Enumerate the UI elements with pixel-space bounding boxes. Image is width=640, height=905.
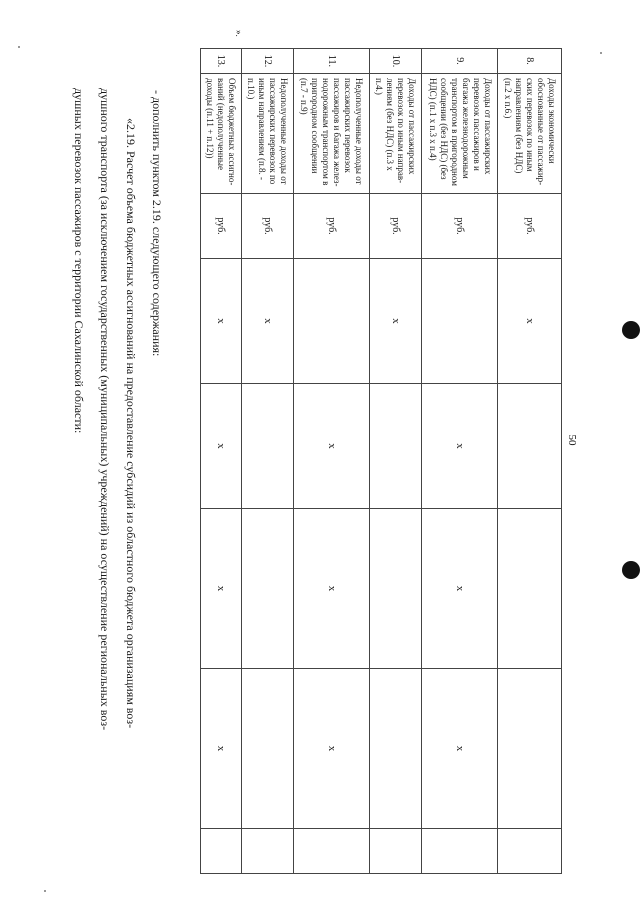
table-cell — [241, 829, 293, 874]
table-cell: x — [201, 509, 242, 669]
table-cell: x — [241, 259, 293, 384]
table-cell — [497, 384, 561, 509]
row-description: Доходы от пассажирских перевозок пассажиров и багажа железнодорожным транспортом в пригородном сообщении (без НДС) (без НДС) (п.1 х п.3 х п.4) — [422, 74, 498, 194]
page-number: 50 — [566, 434, 578, 446]
corner-mark: ». — [234, 30, 244, 37]
text-line: - дополнить пунктом 2.19. следующего содержания: — [150, 90, 164, 357]
row-description: Объем бюджетных ассигно-ваний (недополученные доходы (п.11 + п.12)) — [201, 74, 242, 194]
table-cell — [241, 509, 293, 669]
table-cell — [369, 384, 421, 509]
calculation-table — [200, 48, 562, 874]
table-row — [422, 49, 498, 874]
table-cell: x — [201, 669, 242, 829]
scan-speck — [18, 46, 20, 48]
table-cell — [369, 829, 421, 874]
table-cell — [201, 829, 242, 874]
table-cell — [497, 669, 561, 829]
table-cell: x — [293, 509, 369, 669]
table-cell: x — [497, 259, 561, 384]
table-row — [497, 49, 561, 874]
table-row — [369, 49, 421, 874]
table-cell — [241, 669, 293, 829]
row-number: 12. — [241, 49, 293, 74]
table-cell: x — [293, 384, 369, 509]
table-row — [241, 49, 293, 874]
row-unit: руб. — [369, 194, 421, 259]
table-cell: x — [422, 669, 498, 829]
row-number: 9. — [422, 49, 498, 74]
text-line: душных перевозок пассажиров с территории Сахалинской области: — [72, 88, 86, 434]
table-cell — [369, 509, 421, 669]
row-number: 10. — [369, 49, 421, 74]
table-cell — [497, 509, 561, 669]
table-cell: x — [201, 259, 242, 384]
row-number: 11. — [293, 49, 369, 74]
row-number: 13. — [201, 49, 242, 74]
row-description: Недополученные доходы от пассажирских перевозок пассажиров и багажа желез-нодорожным транспортом в пригородном сообщении (п.7 - п.9) — [293, 74, 369, 194]
table-cell — [293, 829, 369, 874]
table-row — [293, 49, 369, 874]
table-row — [201, 49, 242, 874]
text-line: душного транспорта (за исключением государственных (муниципальных) учреждений) на осуществление региональных воз- — [98, 88, 112, 731]
scan-speck — [600, 52, 602, 54]
table-cell: x — [369, 259, 421, 384]
table-cell — [293, 259, 369, 384]
row-unit: руб. — [293, 194, 369, 259]
scan-speck — [44, 890, 46, 892]
table-cell: x — [422, 384, 498, 509]
punch-hole — [622, 561, 640, 579]
table-cell — [241, 384, 293, 509]
row-unit: руб. — [241, 194, 293, 259]
table-cell: x — [422, 509, 498, 669]
row-unit: руб. — [201, 194, 242, 259]
row-description: Доходы от пассажирских перевозок по иным направ-лениям (без НДС) (п.3 х п.4.) — [369, 74, 421, 194]
row-description: Доходы экономически обоснованные от пассажир-ских перевозок по иным направлениям (без НДС) (п.2 х п.6.) — [497, 74, 561, 194]
table-cell — [497, 829, 561, 874]
table-cell: x — [293, 669, 369, 829]
punch-hole — [622, 321, 640, 339]
row-description: Недополученные доходы от пассажирских перевозок по иным направлениям (п.8. - п.10.) — [241, 74, 293, 194]
table-cell — [422, 259, 498, 384]
row-unit: руб. — [497, 194, 561, 259]
text-line: «2.19. Расчет объема бюджетных ассигнований на предоставление субсидий из областного бюджета организациям воз- — [124, 118, 138, 729]
row-number: 8. — [497, 49, 561, 74]
table-cell: x — [201, 384, 242, 509]
row-unit: руб. — [422, 194, 498, 259]
table-cell — [422, 829, 498, 874]
table-cell — [369, 669, 421, 829]
